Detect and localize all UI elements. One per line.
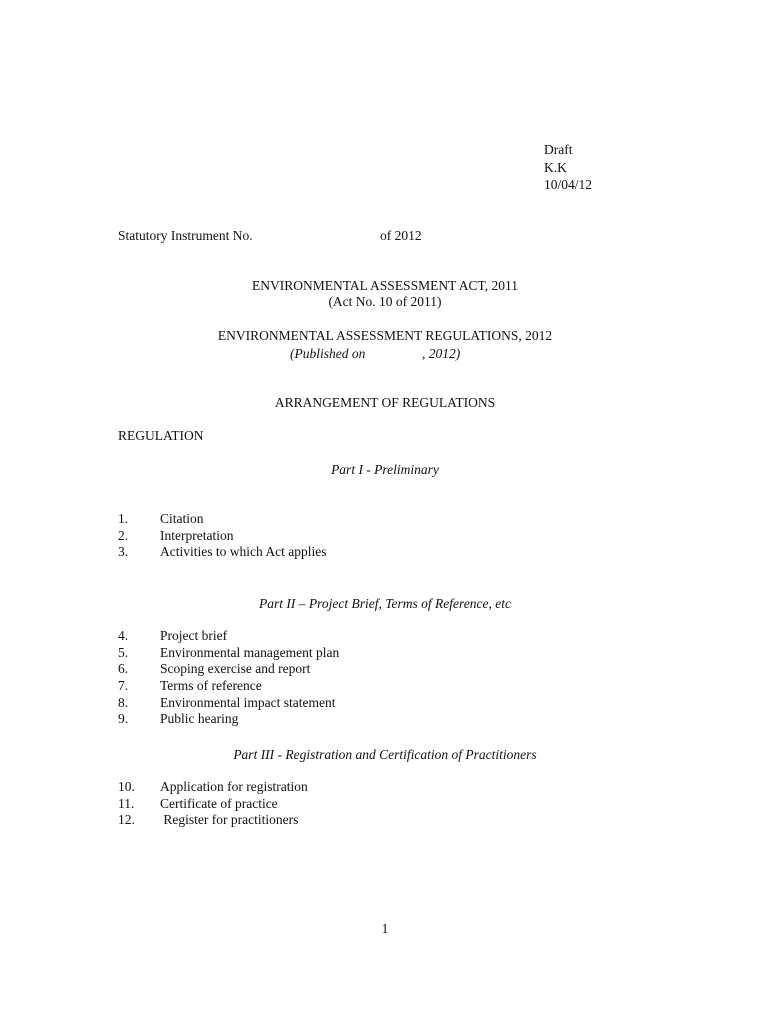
item-number: 4.	[118, 628, 129, 643]
instrument-year: of 2012	[380, 228, 422, 243]
item-number: 11.	[118, 795, 135, 811]
item-text: Activities to which Act applies	[160, 544, 327, 560]
part-2-title: Part II – Project Brief, Terms of Reference, etc	[259, 596, 511, 611]
page-number: 1	[381, 921, 389, 936]
item-number: 10.	[118, 779, 135, 794]
item-number: 6.	[118, 661, 129, 677]
item-text: Public hearing	[160, 711, 239, 727]
item-number: 7.	[118, 678, 129, 694]
item-number: 3.	[118, 544, 129, 560]
item-text: Terms of reference	[160, 678, 262, 694]
item-text: Environmental impact statement	[160, 694, 336, 710]
draft-date: 10/04/12	[544, 177, 593, 192]
item-text: Scoping exercise and report	[160, 661, 311, 677]
item-text: Application for registration	[160, 779, 308, 794]
published-prefix: (Published on	[290, 346, 366, 361]
arrangement-title: ARRANGEMENT OF REGULATIONS	[274, 395, 496, 410]
item-number: 9.	[118, 711, 129, 727]
published-suffix: , 2012)	[422, 346, 461, 361]
item-text: Interpretation	[160, 527, 234, 543]
item-number: 12.	[118, 812, 135, 828]
act-number: (Act No. 10 of 2011)	[328, 294, 442, 309]
item-number: 1.	[118, 511, 129, 526]
instrument-label: Statutory Instrument No.	[118, 228, 253, 243]
item-text: Project brief	[160, 628, 228, 643]
item-text: Environmental management plan	[160, 644, 340, 660]
act-title: ENVIRONMENTAL ASSESSMENT ACT, 2011	[252, 278, 518, 293]
item-number: 8.	[118, 694, 129, 710]
item-number: 5.	[118, 644, 129, 660]
part-3-title: Part III - Registration and Certification of Practitioners	[233, 747, 537, 762]
item-text: Register for practitioners	[160, 812, 299, 828]
draft-label: Draft	[544, 142, 573, 157]
regulations-title: ENVIRONMENTAL ASSESSMENT REGULATIONS, 2012	[217, 328, 553, 343]
item-text: Citation	[160, 511, 204, 526]
draft-initials: K.K	[544, 159, 567, 175]
regulation-heading: REGULATION	[118, 428, 204, 443]
item-number: 2.	[118, 527, 129, 543]
draft-stamp	[544, 141, 592, 194]
item-text: Certificate of practice	[160, 795, 278, 811]
part-1-title: Part I - Preliminary	[331, 462, 439, 477]
